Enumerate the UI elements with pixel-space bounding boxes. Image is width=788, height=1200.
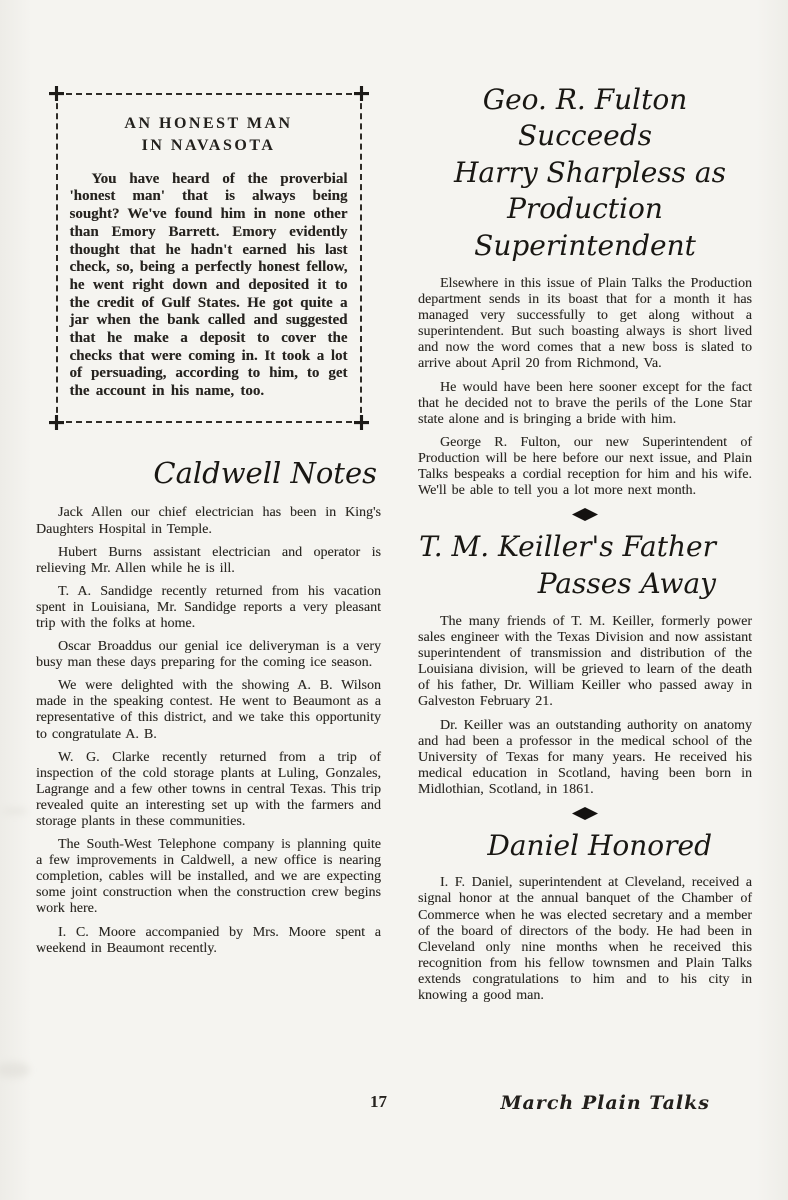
diamond-divider-icon <box>418 508 752 521</box>
box-title-line: IN NAVASOTA <box>141 137 276 155</box>
heading-line: Geo. R. Fulton Succeeds <box>482 83 688 153</box>
scan-smudge <box>2 808 28 814</box>
right-column <box>418 80 752 1011</box>
box-title-line: AN HONEST MAN <box>124 115 293 132</box>
paragraph: We were delighted with the showing A. B. Wilson made in the speaking contest. He went to Beaumont as a representative of this district, and we take this opportunity to congratulate A. B. <box>36 678 381 742</box>
paragraph: W. G. Clarke recently returned from a trip of inspection of the cold storage plants at Luling, Gonzales, Lagrange and a few other towns in central Texas. This trip revealed quite an interesting set up with the farmers and storage plants in these communities. <box>36 749 381 829</box>
box-article-title <box>70 113 348 158</box>
paragraph: Dr. Keiller was an outstanding authority on anatomy and had been a professor in the medical school of the University of Texas for many years. He received his medical education in Scotland, having been born in Midlothian, Scotland, in 1861. <box>418 717 752 797</box>
paragraph: The many friends of T. M. Keiller, formerly power sales engineer with the Texas Division and now assistant superintendent of transmission and distribution of the Louisiana division, will be grieved to learn of the death of his father, Dr. William Keiller who passed away in Galveston February 21. <box>418 613 752 710</box>
corner-cross-icon <box>49 415 64 430</box>
paragraph: Jack Allen our chief electrician has been in King's Daughters Hospital in Temple. <box>36 505 381 537</box>
left-column <box>36 80 381 1011</box>
footer-magazine-title: March Plain Talks <box>500 1092 710 1114</box>
heading-line: Harry Sharpless as <box>453 155 726 189</box>
heading-daniel-honored: Daniel Honored <box>487 828 712 862</box>
diamond-divider-icon <box>418 807 752 820</box>
scan-smudge <box>0 1062 30 1078</box>
heading-line: Passes Away <box>537 566 716 600</box>
heading-fulton-succeeds <box>418 82 752 264</box>
paragraph: T. A. Sandidge recently returned from his vacation spent in Louisiana, Mr. Sandidge reports a very pleasant trip with the folks at home. <box>36 583 381 631</box>
page-footer <box>0 1092 788 1122</box>
corner-cross-icon <box>354 86 369 101</box>
paragraph: Oscar Broaddus our genial ice deliveryman is a very busy man these days preparing for the coming ice season. <box>36 639 381 671</box>
page-number: 17 <box>370 1092 387 1111</box>
paragraph: Elsewhere in this issue of Plain Talks the Production department sends in its boast that for a month it has managed very successfully to get along without a superintendent. But such boasting always is short lived and now the word comes that a new boss is slated to arrive about April 20 from Richmond, Va. <box>418 275 752 372</box>
heading-line: Production Superintendent <box>474 192 696 262</box>
honest-man-box <box>56 93 362 423</box>
paragraph: He would have been here sooner except for the fact that he decided not to brave the perils of the Lone Star state alone and is bringing a bride with him. <box>418 379 752 427</box>
corner-cross-icon <box>49 86 64 101</box>
paragraph: The South-West Telephone company is planning quite a few improvements in Caldwell, a new office is nearing completion, cables will be installed, and we are expecting some joint construction when the construction crew begins work here. <box>36 837 381 917</box>
corner-cross-icon <box>354 415 369 430</box>
paragraph: Hubert Burns assistant electrician and operator is relieving Mr. Allen while he is ill. <box>36 544 381 576</box>
heading-line: T. M. Keiller's Father <box>419 530 716 564</box>
paragraph: I. C. Moore accompanied by Mrs. Moore spent a weekend in Beaumont recently. <box>36 924 381 956</box>
paragraph: George R. Fulton, our new Superintendent of Production will be here before our next issue, and Plain Talks bespeaks a cordial reception for him and his wife. We'll be able to tell you a lot more next month. <box>418 434 752 499</box>
heading-keiller-father <box>418 529 752 602</box>
paragraph: I. F. Daniel, superintendent at Cleveland, received a signal honor at the annual banquet of the Chamber of Commerce when he was elected secretary and a member of the board of directors of the body. He had been in Cleveland only nine months when he received this recognition from his fellow townsmen and Plain Talks extends congratulations to him and to his city in knowing a good man. <box>418 875 752 1004</box>
heading-caldwell-notes: Caldwell Notes <box>153 455 377 490</box>
box-article-body: You have heard of the proverbial 'honest man' that is always being sought? We've found him in none other than Emory Barrett. Emory evidently thought that he hadn't earned his last check, so, being a perfectly honest fellow, he went right down and deposited it to the credit of Gulf States. He got quite a jar when the bank called and suggested that he make a deposit to cover the checks that were coming in. It took a lot of persuading, according to him, to get the account in his name, too. <box>69 170 348 400</box>
